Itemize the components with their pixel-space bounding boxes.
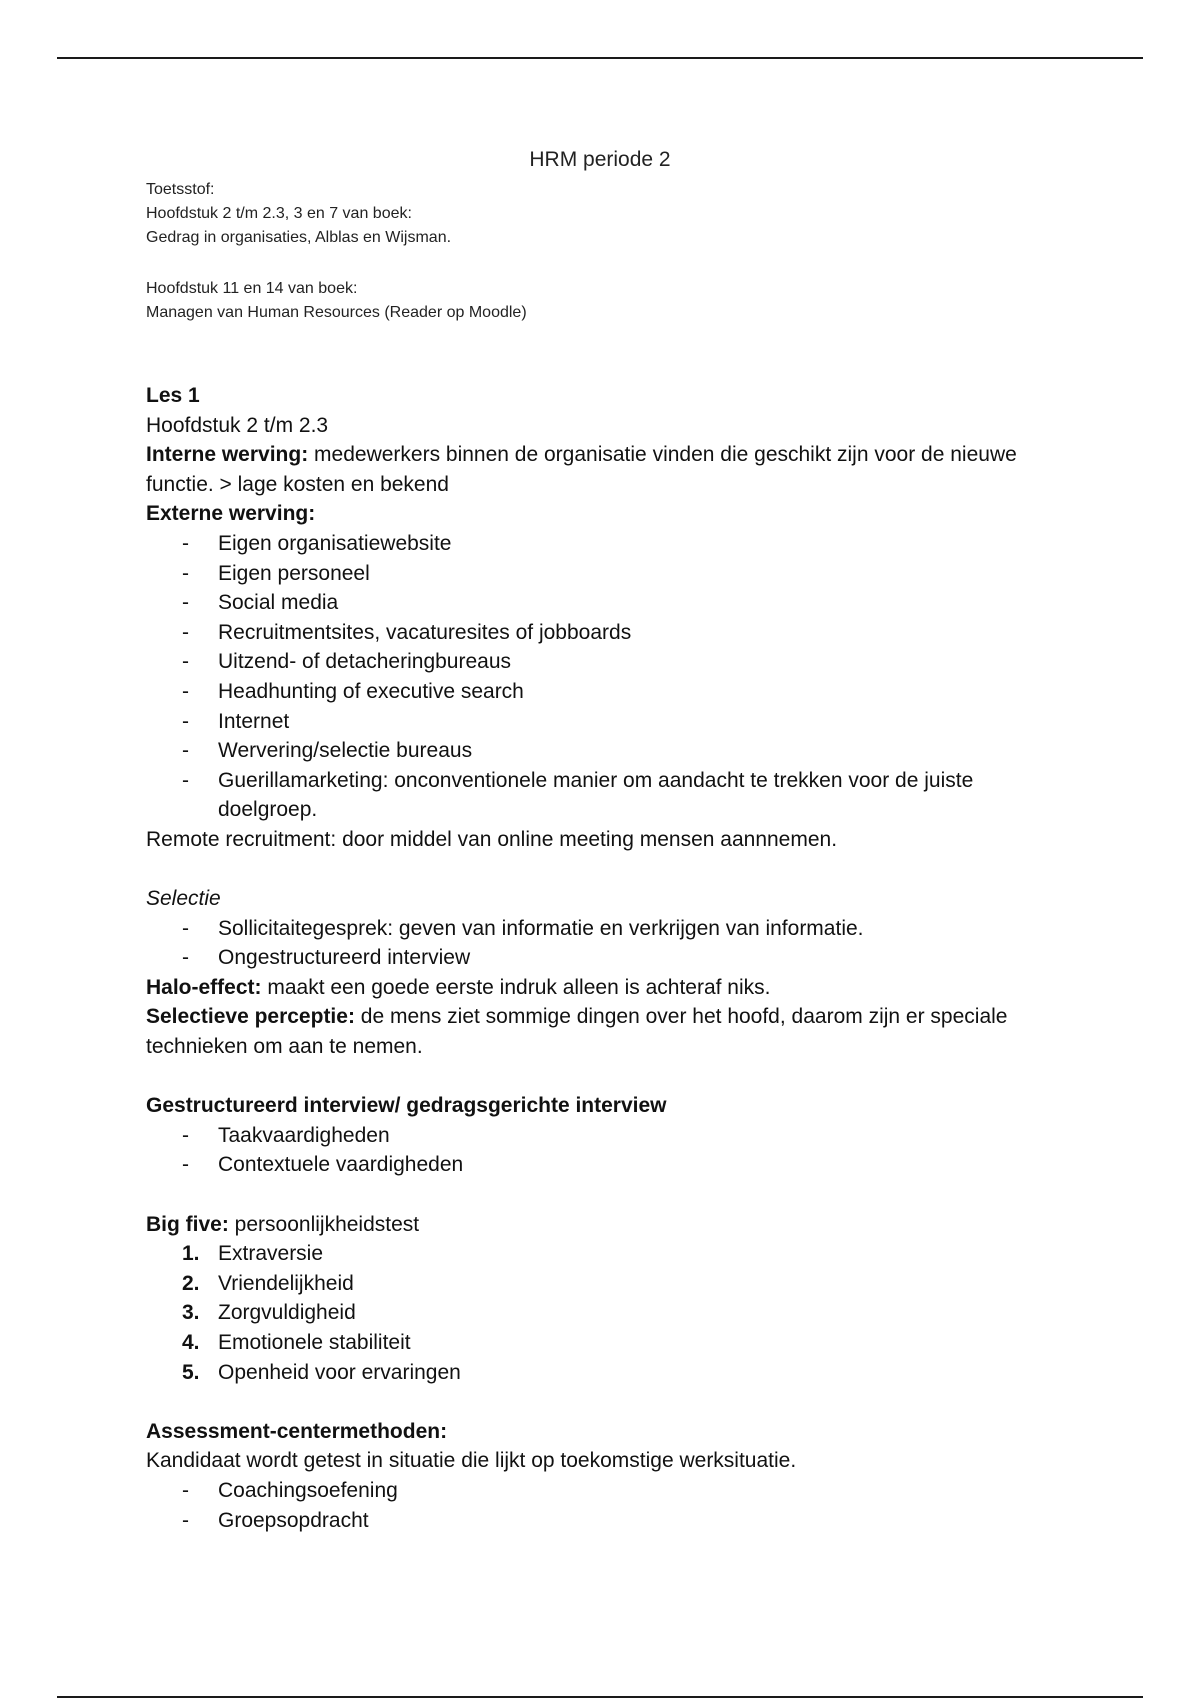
section-heading: Les 1 (146, 384, 200, 407)
remote-recruitment-line: Remote recruitment: door middel van online meeting mensen aannnemen. (146, 827, 838, 851)
assessment-list (146, 1476, 1056, 1535)
externe-werving-list (146, 529, 1056, 825)
assessment-text: Kandidaat wordt getest in situatie die lijkt op toekomstige werksituatie. (146, 1449, 797, 1473)
list-item: - Coachingsoefening (182, 1478, 398, 1502)
definition: medewerkers binnen de organisatie vinden die geschikt zijn voor de nieuwe functie. > lage kosten en bekend (146, 443, 1017, 496)
list-item: - Contextuele vaardigheden (182, 1153, 464, 1177)
list-item: - Eigen personeel (182, 561, 370, 585)
list-item: - Wervering/selectie bureaus (182, 739, 473, 763)
document-body (146, 381, 1056, 1535)
paragraph-selectieve-perceptie (146, 1002, 1056, 1061)
document-title: HRM periode 2 (529, 148, 671, 171)
term: Interne werving: (146, 443, 309, 467)
list-item: - Headhunting of executive search (182, 679, 524, 703)
gestructureerd-heading: Gestructureerd interview/ gedragsgerichte interview (146, 1094, 667, 1118)
list-item: - Uitzend- of detacheringbureaus (182, 650, 512, 674)
list-item: - Social media (182, 591, 339, 615)
selectie-list (146, 914, 1056, 973)
term: Selectieve perceptie: (146, 1005, 355, 1029)
list-item: - Guerillamarketing: onconventionele manier om aandacht te trekken voor de juiste doelgroep. (182, 768, 974, 822)
intro-line: Managen van Human Resources (Reader op Moodle) (146, 304, 527, 321)
definition: de mens ziet sommige dingen over het hoofd, daarom zijn er speciale technieken om aan te nemen. (146, 1005, 1008, 1059)
list-item: 5. Openheid voor ervaringen (182, 1360, 461, 1384)
paragraph-interne-werving (146, 440, 1056, 499)
paragraph-big-five (146, 1210, 1056, 1240)
term: Big five: (146, 1212, 229, 1236)
list-item: 4. Emotionele stabiliteit (182, 1331, 411, 1354)
list-item: - Taakvaardigheden (182, 1123, 390, 1147)
list-item: - Recruitmentsites, vacaturesites of jobboards (182, 620, 632, 644)
list-item: - Internet (182, 709, 290, 733)
list-item: - Sollicitaitegesprek: geven van informatie en verkrijgen van informatie. (182, 916, 864, 940)
list-item: 3. Zorgvuldigheid (182, 1301, 356, 1325)
list-item: 1. Extraversie (182, 1242, 324, 1266)
intro-line: Hoofdstuk 2 t/m 2.3, 3 en 7 van boek: (146, 205, 412, 222)
list-item: 2. Vriendelijkheid (182, 1271, 354, 1295)
definition: persoonlijkheidstest (228, 1212, 420, 1236)
assessment-heading: Assessment-centermethoden: (146, 1419, 448, 1443)
footer-rule (57, 1696, 1143, 1698)
term: Halo-effect: (146, 975, 262, 999)
definition: maakt een goede eerste indruk alleen is achteraf niks. (261, 975, 771, 999)
list-item: - Groepsopdracht (182, 1508, 369, 1532)
intro-line: Hoofdstuk 11 en 14 van boek: (146, 280, 358, 297)
paragraph-halo-effect (146, 973, 1056, 1003)
list-item: - Ongestructureerd interview (182, 946, 471, 970)
intro-line: Gedrag in organisaties, Alblas en Wijsman. (146, 229, 452, 246)
chapter-line: Hoofdstuk 2 t/m 2.3 (146, 413, 329, 437)
list-item: - Eigen organisatiewebsite (182, 531, 452, 555)
big-five-list (146, 1239, 1056, 1387)
selectie-heading: Selectie (146, 887, 221, 911)
intro-block (146, 178, 527, 325)
term-externe-werving: Externe werving: (146, 502, 316, 526)
gestructureerd-list (146, 1121, 1056, 1180)
intro-line: Toetsstof: (146, 181, 215, 198)
header-rule (57, 57, 1143, 59)
